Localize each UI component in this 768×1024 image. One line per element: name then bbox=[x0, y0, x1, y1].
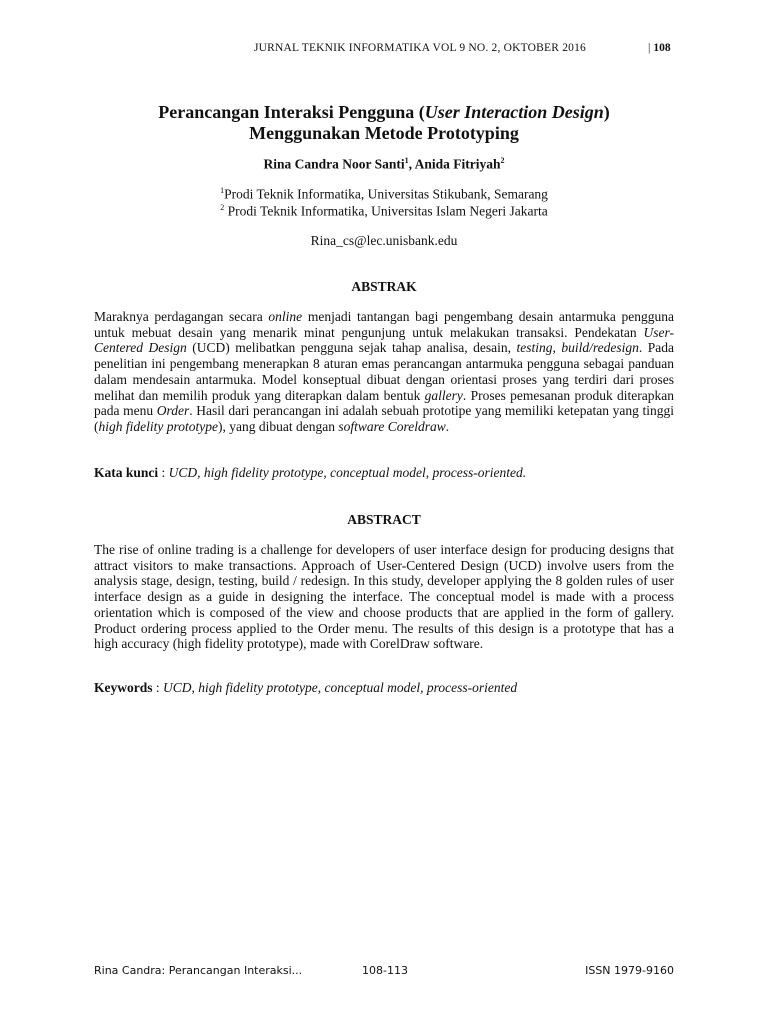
author-2-affiliation-mark: 2 bbox=[500, 156, 505, 165]
abstrak-text-4: . Pada penelitian ini pengembang menerapkan 8 aturan emas perancangan antarmuka pengguna sebagai panduan dalam mendesain antarmuka. Model konseptual dibuat dengan orientasi proses yang terdiri dari proses melihat dan memilih produk yang diterapkan dalam bentuk bbox=[94, 340, 675, 403]
abstrak-text-6: . Hasil dari perancangan ini adalah sebuah prototipe yang memiliki ketepatan yang tinggi ( bbox=[94, 403, 674, 434]
footer-issn: ISSN 1979-9160 bbox=[585, 964, 674, 977]
affiliation-1-text: Prodi Teknik Informatika, Universitas Stikubank, Semarang bbox=[224, 186, 548, 202]
abstrak-text-1: Maraknya perdagangan secara bbox=[94, 309, 269, 324]
abstrak-heading: ABSTRAK bbox=[351, 279, 417, 294]
affiliation-2 bbox=[94, 203, 674, 220]
abstrak-italic-3: testing, build/redesign bbox=[516, 340, 639, 356]
abstrak-text-2: menjadi tantangan bagi pengembang desain antarmuka pengguna untuk mebuat desain yang menarik minat pengunjung untuk melakukan transaksi. Pendekatan bbox=[94, 309, 674, 340]
keywords-line bbox=[94, 680, 674, 696]
abstrak-italic-7: software Coreldraw bbox=[338, 418, 446, 434]
abstrak-italic-4: gallery bbox=[424, 387, 463, 403]
author-email: Rina_cs@lec.unisbank.edu bbox=[310, 233, 458, 248]
keywords-text: UCD, high fidelity prototype, conceptual model, process-oriented bbox=[163, 680, 518, 695]
abstrak-text-8: . bbox=[445, 418, 450, 434]
page-number-block bbox=[648, 42, 671, 54]
title-line1-italic: User Interaction Design bbox=[424, 102, 604, 122]
keywords-separator: : bbox=[152, 680, 164, 695]
footer-running-title: Rina Candra: Perancangan Interaksi... bbox=[94, 964, 303, 977]
author-2: Anida Fitriyah bbox=[414, 156, 501, 172]
title-line1-part-b: ) bbox=[603, 102, 610, 122]
abstrak-italic-5: Order bbox=[156, 403, 190, 419]
kata-kunci-line bbox=[94, 465, 674, 481]
abstrak-paragraph bbox=[94, 309, 674, 435]
author-list bbox=[94, 156, 674, 173]
abstrak-italic-2: User-Centered Design bbox=[94, 324, 674, 356]
abstrak-italic-6: high fidelity prototype bbox=[98, 418, 218, 434]
kata-kunci-text: UCD, high fidelity prototype, conceptual model, process-oriented. bbox=[168, 465, 527, 480]
affiliation-1 bbox=[94, 186, 674, 203]
keywords-label: Keywords bbox=[94, 680, 153, 695]
affiliation-2-mark: 2 bbox=[220, 203, 225, 212]
abstrak-text-3: (UCD) melibatkan pengguna sejak tahap analisa, desain, bbox=[186, 340, 517, 356]
affiliation-1-mark: 1 bbox=[220, 186, 225, 195]
title-line1-part-a: Perancangan Interaksi Pengguna ( bbox=[158, 102, 425, 122]
author-1: Rina Candra Noor Santi bbox=[263, 156, 405, 172]
affiliation-2-text: Prodi Teknik Informatika, Universitas Islam Negeri Jakarta bbox=[224, 203, 548, 219]
abstrak-text-7: ), yang dibuat dengan bbox=[217, 418, 339, 434]
abstrak-italic-1: online bbox=[268, 309, 303, 324]
footer-page-range: 108-113 bbox=[362, 964, 408, 977]
page-number: 108 bbox=[653, 42, 671, 54]
abstract-paragraph: The rise of online trading is a challenge for developers of user interface design for producing designs that attract visitors to make transactions. Approach of User-Centered Design (UCD) involve users from the analysis stage, design, testing, build / redesign. In this study, developer applying the 8 golden rules of user interface design as a guide in designing the interface. The conceptual model is made with a process orientation which is composed of the view and choose products that are applied in the form of gallery. Product ordering process applied to the Order menu. The results of this design is a prototype that has a high accuracy (high fidelity prototype), made with CorelDraw software. bbox=[94, 542, 674, 652]
kata-kunci-separator: : bbox=[158, 465, 169, 480]
title-line2: Menggunakan Metode Prototyping bbox=[249, 123, 519, 143]
abstract-heading: ABSTRACT bbox=[347, 512, 421, 527]
author-separator: , bbox=[408, 156, 415, 172]
kata-kunci-label: Kata kunci bbox=[94, 465, 159, 480]
abstrak-text-5: . Proses pemesanan produk diterapkan pada menu bbox=[94, 387, 674, 419]
page-separator: | bbox=[648, 42, 651, 54]
author-1-affiliation-mark: 1 bbox=[404, 156, 409, 165]
paper-title bbox=[94, 102, 674, 144]
journal-header: JURNAL TEKNIK INFORMATIKA VOL 9 NO. 2, OKTOBER 2016 bbox=[254, 42, 586, 54]
